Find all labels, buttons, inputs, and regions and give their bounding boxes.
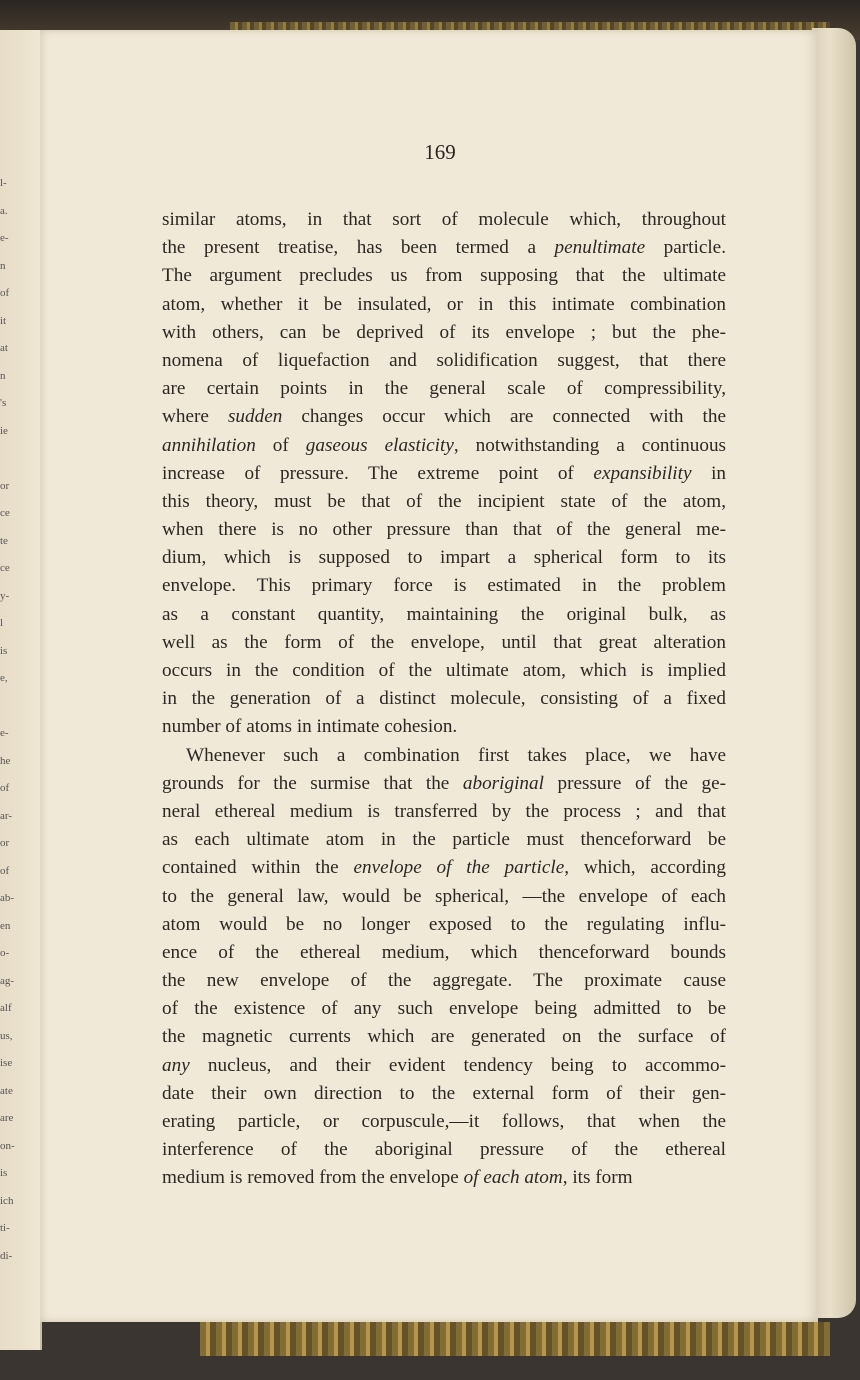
facing-page-fragment: ab- bbox=[0, 892, 15, 904]
facing-page-fragment: ti- bbox=[0, 1222, 10, 1234]
facing-page-fragment: is bbox=[0, 644, 8, 657]
facing-page-fragment: en bbox=[0, 919, 11, 932]
text-line: annihilation of gaseous elasticity, notwithstanding a continuous bbox=[162, 434, 727, 456]
facing-page-fragment: e- bbox=[0, 232, 9, 244]
text-line: as a constant quantity, maintaining the original bulk, as bbox=[162, 603, 726, 625]
text-line: atom would be no longer exposed to the regulating influ- bbox=[162, 913, 726, 935]
facing-page-fragment: n bbox=[0, 369, 6, 382]
text-line: dium, which is supposed to impart a spherical form to its bbox=[162, 547, 726, 569]
facing-page-fragment: ise bbox=[0, 1057, 13, 1069]
facing-page-fragment: a. bbox=[0, 204, 8, 217]
text-line: similar atoms, in that sort of molecule which, throughout bbox=[162, 209, 726, 230]
text-line: where sudden changes occur which are connected with the bbox=[162, 406, 727, 428]
facing-page-fragment: l bbox=[0, 617, 4, 629]
facing-page-fragment: ce bbox=[0, 562, 10, 574]
text-line: to the general law, would be spherical, —the envelope of each bbox=[162, 885, 726, 907]
text-line: are certain points in the general scale of compressibility, bbox=[162, 378, 726, 400]
text-line: medium is removed from the envelope of each atom, its form bbox=[162, 1167, 633, 1189]
facing-page-fragment: or bbox=[0, 837, 10, 849]
text-line: occurs in the condition of the ultimate atom, which is implied bbox=[162, 660, 726, 681]
page-number: 169 bbox=[424, 140, 456, 164]
facing-page-fragment: are bbox=[0, 1112, 14, 1124]
facing-page-fragment bbox=[0, 693, 16, 721]
facing-page-fragment: ag- bbox=[0, 974, 15, 987]
facing-page-fragment: ich bbox=[0, 1194, 14, 1207]
text-line: number of atoms in intimate cohesion. bbox=[162, 716, 458, 738]
facing-page-fragment: he bbox=[0, 754, 11, 767]
facing-page-fragment: l- bbox=[0, 177, 7, 189]
facing-page-fragment: of bbox=[0, 287, 10, 299]
text-line: the new envelope of the aggregate. The proximate cause bbox=[162, 970, 726, 992]
text-line: Whenever such a combination first takes place, we have bbox=[186, 744, 726, 766]
text-line: nomena of liquefaction and solidification suggest, that there bbox=[162, 349, 726, 371]
text-line: when there is no other pressure than that of the general me- bbox=[162, 519, 726, 541]
text-line: grounds for the surmise that the aboriginal pressure of the ge- bbox=[162, 772, 727, 794]
text-line: The argument precludes us from supposing that the ultimate bbox=[162, 265, 726, 287]
facing-page-fragment: ate bbox=[0, 1084, 13, 1097]
text-line: ence of the ethereal medium, which thenceforward bounds bbox=[162, 941, 726, 963]
facing-page-fragment: us, bbox=[0, 1029, 13, 1042]
facing-page-fragment: or bbox=[0, 479, 10, 492]
facing-page-fragment: alf bbox=[0, 1002, 12, 1014]
gilt-edge-bottom bbox=[200, 1322, 830, 1356]
text-line: this theory, must be that of the incipient state of the atom, bbox=[162, 490, 726, 512]
facing-page-fragment: di- bbox=[0, 1249, 13, 1262]
text-line: of the existence of any such envelope being admitted to be bbox=[162, 998, 726, 1020]
text-line: with others, can be deprived of its envelope ; but the phe- bbox=[162, 321, 726, 343]
facing-page-fragment: e- bbox=[0, 727, 9, 739]
facing-page-fragment: te bbox=[0, 534, 8, 547]
text-line: contained within the envelope of the particle, which, according bbox=[162, 857, 726, 879]
facing-page-fragment: 's bbox=[0, 397, 7, 409]
text-line: the magnetic currents which are generated on the surface of bbox=[162, 1026, 726, 1048]
facing-page-fragment: e, bbox=[0, 672, 8, 684]
facing-page-fragment: at bbox=[0, 342, 8, 354]
facing-page-fragment: ce bbox=[0, 507, 10, 519]
facing-page-fragment: ar- bbox=[0, 809, 12, 822]
facing-page-fragment bbox=[0, 445, 16, 473]
facing-page-fragment: n bbox=[0, 259, 6, 272]
facing-page-fragment: ie bbox=[0, 424, 8, 437]
facing-page-text-fragments bbox=[0, 170, 16, 1270]
text-line: neral ethereal medium is transferred by the process ; and that bbox=[162, 800, 726, 822]
page-block-edge bbox=[812, 28, 856, 1318]
book-page bbox=[40, 30, 818, 1322]
text-line: erating particle, or corpuscule,—it follows, that when the bbox=[162, 1111, 726, 1132]
facing-page-fragment: it bbox=[0, 314, 7, 327]
text-line: the present treatise, has been termed a penultimate particle. bbox=[162, 237, 726, 259]
text-line: interference of the aboriginal pressure of the ethereal bbox=[162, 1139, 726, 1161]
facing-page-fragment: of bbox=[0, 782, 10, 794]
text-line: in the generation of a distinct molecule, consisting of a fixed bbox=[162, 688, 726, 710]
text-line: envelope. This primary force is estimated in the problem bbox=[162, 575, 726, 597]
facing-page-fragment: o- bbox=[0, 947, 10, 959]
facing-page-fragment: is bbox=[0, 1167, 8, 1179]
text-line: well as the form of the envelope, until that great alteration bbox=[162, 631, 726, 653]
facing-page-fragment: of bbox=[0, 864, 10, 877]
facing-page-fragment: y- bbox=[0, 589, 10, 602]
facing-page-fragment: on- bbox=[0, 1139, 15, 1152]
text-line: as each ultimate atom in the particle must thenceforward be bbox=[162, 829, 726, 851]
text-line: atom, whether it be insulated, or in this intimate combination bbox=[162, 293, 726, 315]
text-line: any nucleus, and their evident tendency being to accommo- bbox=[162, 1054, 726, 1076]
body-text bbox=[162, 206, 726, 1193]
text-line: date their own direction to the external form of their gen- bbox=[162, 1082, 726, 1104]
text-line: increase of pressure. The extreme point of expansibility in bbox=[162, 462, 726, 484]
